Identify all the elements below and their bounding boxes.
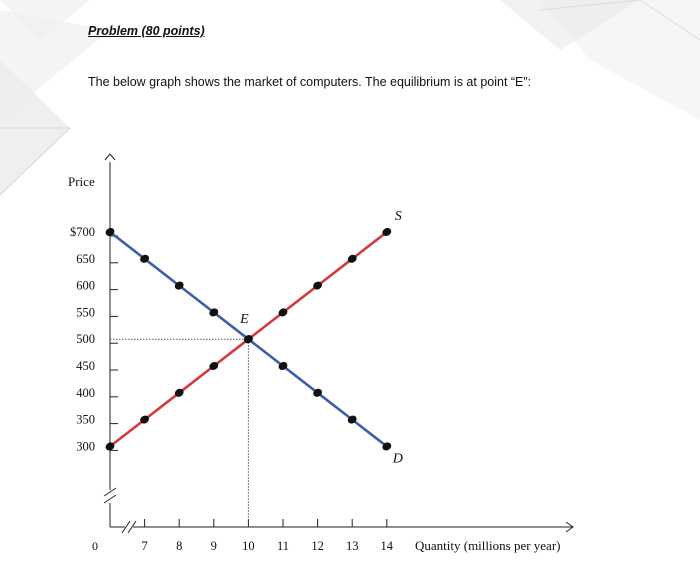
x-axis-label: Quantity (millions per year) xyxy=(415,538,561,553)
y-tick-label: $700 xyxy=(70,225,95,239)
y-tick-label: 550 xyxy=(76,305,95,320)
y-tick-label: 400 xyxy=(76,385,95,400)
y-tick-label: 650 xyxy=(76,251,95,266)
x-tick-label: 14 xyxy=(380,539,394,553)
y-axis-arrow xyxy=(105,154,115,160)
y-tick-label: 600 xyxy=(76,278,95,293)
x-tick-label: 9 xyxy=(210,539,217,553)
chart-axes xyxy=(70,154,573,553)
x-tick-label: 8 xyxy=(176,539,183,553)
supply-curve-label: S xyxy=(394,209,402,224)
x-tick-label: 7 xyxy=(141,539,148,553)
problem-heading: Problem (80 points) xyxy=(88,24,205,38)
demand-curve-label: D xyxy=(392,451,403,467)
x-tick-label: 10 xyxy=(242,539,255,553)
equilibrium-label: E xyxy=(240,312,249,328)
x-tick-label: 13 xyxy=(345,539,359,553)
problem-intro: The below graph shows the market of computers. The equilibrium is at point “E”: xyxy=(88,75,532,89)
chart-labels xyxy=(68,174,561,553)
y-tick-label: 500 xyxy=(76,332,95,347)
y-tick-label: 450 xyxy=(76,359,95,373)
y-tick-label: 300 xyxy=(76,439,95,454)
y-tick-label: 350 xyxy=(76,412,95,427)
x-tick-label: 11 xyxy=(276,539,290,553)
y-axis-break xyxy=(104,488,116,503)
x-origin-label: 0 xyxy=(92,539,98,553)
y-axis-label: Price xyxy=(68,174,95,189)
x-tick-label: 12 xyxy=(311,539,324,553)
